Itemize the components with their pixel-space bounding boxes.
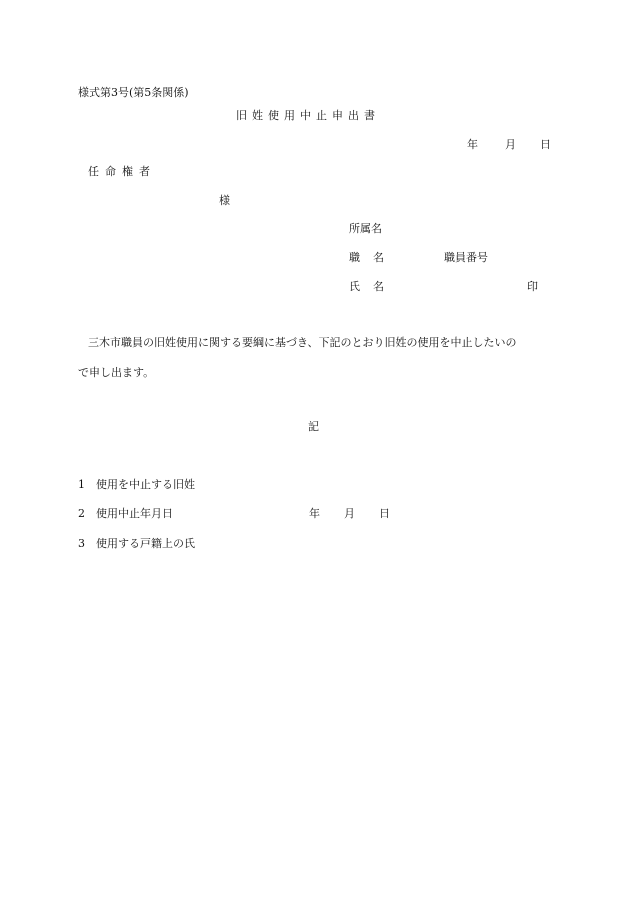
- item-date-day-label: 日: [379, 507, 390, 520]
- item-number: 1: [78, 478, 85, 491]
- form-number: 様式第3号(第5条関係): [78, 86, 189, 99]
- item-date-year-label: 年: [309, 507, 320, 520]
- date-month-label: 月: [505, 138, 516, 151]
- name-label: 氏名: [349, 280, 397, 293]
- staff-number-label: 職員番号: [444, 251, 488, 264]
- date-year-label: 年: [467, 138, 478, 151]
- date-day-label: 日: [540, 138, 551, 151]
- item-date-month-label: 月: [344, 507, 355, 520]
- item-text-stop-date: 使用中止年月日: [96, 507, 173, 520]
- item-number: 2: [78, 507, 85, 520]
- seal-mark: 印: [527, 280, 538, 293]
- body-text-line-1: 三木市職員の旧姓使用に関する要綱に基づき、下記のとおり旧姓の使用を中止したいの: [88, 336, 517, 349]
- affiliation-label: 所属名: [349, 222, 382, 235]
- body-text-line-2: で申し出ます。: [78, 366, 155, 379]
- honorific: 様: [219, 194, 230, 207]
- job-title-label: 職名: [349, 251, 397, 264]
- ki-heading: 記: [308, 420, 319, 433]
- addressee: 任命権者: [88, 165, 156, 178]
- document-title: 旧姓使用中止申出書: [236, 109, 380, 122]
- item-number: 3: [78, 537, 85, 550]
- item-text-registered-surname: 使用する戸籍上の氏: [96, 537, 195, 550]
- item-text-former-surname: 使用を中止する旧姓: [96, 478, 195, 491]
